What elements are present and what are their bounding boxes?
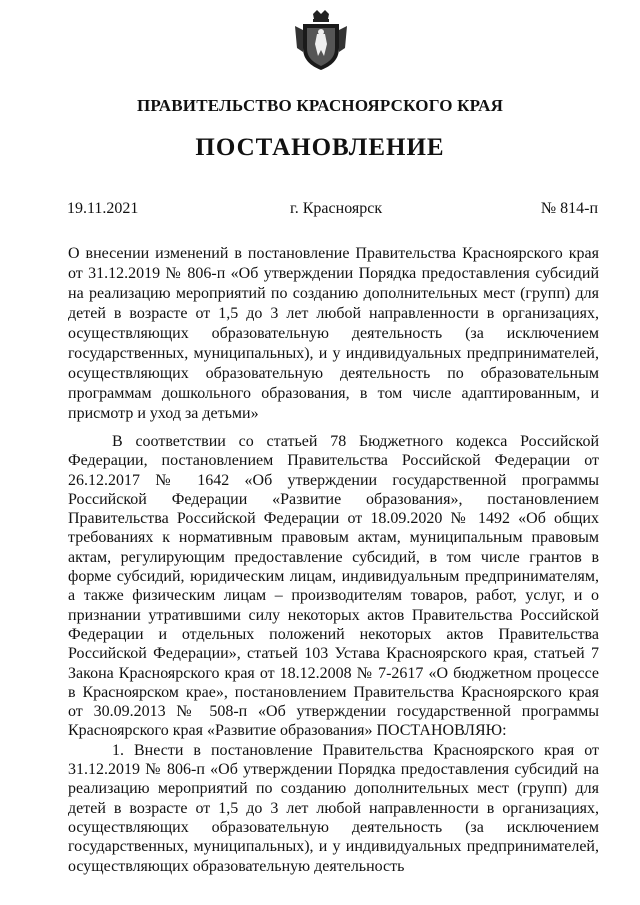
document-body: [68, 432, 599, 876]
document-number: № 814-п: [540, 200, 598, 217]
document-date: 19.11.2021: [67, 200, 139, 217]
organization-name: ПРАВИТЕЛЬСТВО КРАСНОЯРСКОГО КРАЯ: [136, 96, 504, 115]
item-1-paragraph: 1. Внести в постановление Правительства Красноярского края от 31.12.2019 № 806-п «Об утверждении Порядка предоставления субсидий на реализацию мероприятий по созданию дополнительных мест (групп) для детей в возрасте от 1,5 до 3 лет любой направленности в организациях, осуществляющих образовательную деятельность (за исключением государственных, муниципальных), и у индивидуальных предпринимателей, осуществляющих образовательную деятельность: [68, 741, 599, 875]
document-type: ПОСТАНОВЛЕНИЕ: [195, 134, 445, 161]
document-city: г. Красноярск: [290, 200, 383, 217]
preamble-paragraph: В соответствии со статьей 78 Бюджетного кодекса Российской Федерации, постановлением Правительства Российской Федерации от 26.12.2017 № 1642 «Об утверждении государственной программы Российской Федерации «Развитие образования», постановлением Правительства Российской Федерации от 18.09.2020 № 1492 «Об общих требованиях к нормативным правовым актам, муниципальным правовым актам, регулирующим предоставление субсидий, в том числе грантов в форме субсидий, юридическим лицам, индивидуальным предпринимателям, а также физическим лицам – производителям товаров, работ, услуг, и о признании утратившими силу некоторых актов Правительства Российской Федерации и отдельных положений некоторых актов Правительства Российской Федерации», статьей 103 Устава Красноярского края, статьей 7 Закона Красноярского края от 18.12.2008 № 7-2617 «О бюджетном процессе в Красноярском крае», постановлением Правительства Красноярского края от 30.09.2013 № 508-п «Об утверждении государственной программы Красноярского края «Развитие образования» ПОСТАНОВЛЯЮ:: [68, 433, 599, 740]
document-title: О внесении изменений в постановление Правительства Красноярского края от 31.12.2019 № 806-п «Об утверждении Порядка предоставления субсидий на реализацию мероприятий по созданию дополнительных мест (групп) для детей в возрасте от 1,5 до 3 лет любой направленности в организациях, осуществляющих образовательную деятельность (за исключением государственных, муниципальных), и у индивидуальных предпринимателей, осуществляющих образовательную деятельность по образовательным программам дошкольного образования, в том числе адаптированным, и присмотр и уход за детьми»: [68, 245, 599, 422]
coat-of-arms-emblem: [293, 8, 349, 72]
